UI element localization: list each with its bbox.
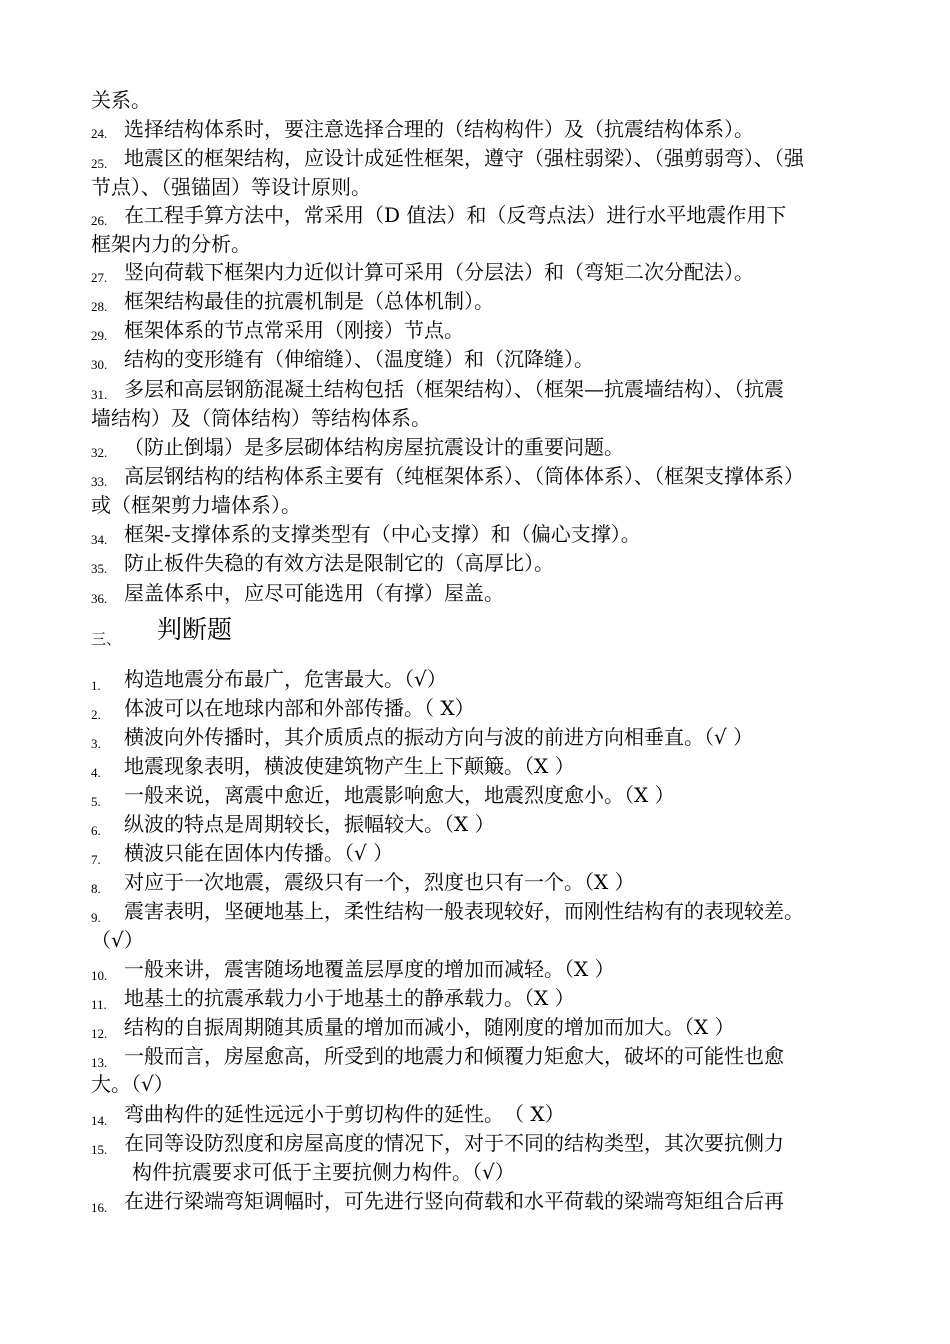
item-text: 在进行梁端弯矩调幅时，可先进行竖向荷载和水平荷载的梁端弯矩组合后再 (124, 1189, 784, 1213)
intro-tail: 关系。 (91, 88, 151, 112)
item-number: 1. (91, 678, 101, 693)
item-text: 框架-支撑体系的支撑类型有（中心支撑）和（偏心支撑）。 (124, 522, 641, 546)
item-text: 竖向荷载下框架内力近似计算可采用（分层法）和（弯矩二次分配法）。 (124, 260, 754, 284)
item-text: 一般来讲，震害随场地覆盖层厚度的增加而减轻。（X ） (124, 957, 615, 981)
item-number: 13. (91, 1055, 108, 1070)
item-text: （防止倒塌）是多层砌体结构房屋抗震设计的重要问题。 (124, 435, 624, 459)
item-number: 2. (91, 707, 101, 722)
item-number: 12. (91, 1026, 108, 1041)
item-text: 纵波的特点是周期较长，振幅较大。（X ） (124, 812, 495, 836)
section-title: 判断题 (157, 615, 233, 644)
item-number: 6. (91, 823, 101, 838)
section-number: 三、 (91, 630, 122, 648)
item-number: 4. (91, 765, 101, 780)
item-text: 结构的自振周期随其质量的增加而减小，随刚度的增加而加大。（X ） (124, 1015, 735, 1039)
item-number: 7. (91, 852, 101, 867)
item-number: 35. (91, 561, 108, 576)
item-number: 14. (91, 1113, 108, 1128)
item-text: 弯曲构件的延性远远小于剪切构件的延性。 （ X） (124, 1102, 565, 1126)
item-number: 33. (91, 474, 108, 489)
item-text: 震害表明，坚硬地基上，柔性结构一般表现较好，而刚性结构有的表现较差。 (124, 899, 804, 923)
item-text-continued: 大。（√） (91, 1072, 174, 1096)
item-text: 框架体系的节点常采用（刚接）节点。 (124, 318, 464, 342)
item-text: 一般而言，房屋愈高，所受到的地震力和倾覆力矩愈大，破坏的可能性也愈 (124, 1044, 784, 1068)
item-number: 31. (91, 387, 108, 402)
item-text-continued: 节点）、（强锚固）等设计原则。 (91, 175, 371, 199)
item-number: 10. (91, 968, 108, 983)
item-number: 9. (91, 910, 101, 925)
item-number: 26. (91, 213, 108, 228)
item-text-continued: 墙结构）及（筒体结构）等结构体系。 (91, 406, 431, 430)
item-number: 28. (91, 299, 108, 314)
item-number: 15. (91, 1142, 108, 1157)
item-text: 在工程手算方法中，常采用（D 值法）和（反弯点法）进行水平地震作用下 (124, 203, 787, 227)
item-text: 在同等设防烈度和房屋高度的情况下，对于不同的结构类型，其次要抗侧力 (124, 1131, 784, 1155)
item-text: 高层钢结构的结构体系主要有（纯框架体系）、（筒体体系）、（框架支撑体系） (124, 464, 804, 488)
item-number: 25. (91, 156, 108, 171)
item-text: 地震现象表明，横波使建筑物产生上下颠簸。（X ） (124, 754, 575, 778)
item-text: 横波向外传播时，其介质质点的振动方向与波的前进方向相垂直。（√ ） (124, 725, 754, 749)
item-text: 多层和高层钢筋混凝土结构包括（框架结构）、（框架—抗震墙结构）、（抗震 (124, 377, 784, 401)
item-text: 结构的变形缝有（伸缩缝）、（温度缝）和（沉降缝）。 (124, 347, 594, 371)
item-text: 屋盖体系中，应尽可能选用（有撑）屋盖。 (124, 581, 504, 605)
item-text-continued: 或（框架剪力墙体系）。 (91, 493, 301, 517)
item-text: 选择结构体系时，要注意选择合理的（结构构件）及（抗震结构体系）。 (124, 117, 754, 141)
item-text: 体波可以在地球内部和外部传播。（ X） (124, 696, 475, 720)
item-text: 构造地震分布最广，危害最大。（√） (124, 667, 447, 691)
item-text: 地震区的框架结构，应设计成延性框架，遵守（强柱弱梁）、（强剪弱弯）、（强 (124, 146, 804, 170)
item-text: 地基土的抗震承载力小于地基土的静承载力。（X ） (124, 986, 575, 1010)
item-text: 防止板件失稳的有效方法是限制它的（高厚比）。 (124, 551, 554, 575)
item-text: 框架结构最佳的抗震机制是（总体机制）。 (124, 289, 494, 313)
item-text-continued: 框架内力的分析。 (91, 232, 251, 256)
item-number: 36. (91, 591, 108, 606)
item-number: 8. (91, 881, 101, 896)
item-number: 30. (91, 357, 108, 372)
item-number: 34. (91, 532, 108, 547)
item-number: 27. (91, 270, 108, 285)
item-number: 24. (91, 126, 108, 141)
item-text: 一般来说，离震中愈近，地震影响愈大，地震烈度愈小。（X ） (124, 783, 675, 807)
item-number: 32. (91, 445, 108, 460)
item-text-continued: 构件抗震要求可低于主要抗侧力构件。（√） (132, 1160, 515, 1184)
item-number: 16. (91, 1200, 108, 1215)
item-text: 对应于一次地震，震级只有一个，烈度也只有一个。（X ） (124, 870, 635, 894)
item-number: 3. (91, 736, 101, 751)
item-number: 11. (91, 997, 107, 1012)
item-text: 横波只能在固体内传播。（√ ） (124, 841, 394, 865)
item-text-continued: （√） (91, 928, 144, 952)
item-number: 29. (91, 328, 108, 343)
item-number: 5. (91, 794, 101, 809)
